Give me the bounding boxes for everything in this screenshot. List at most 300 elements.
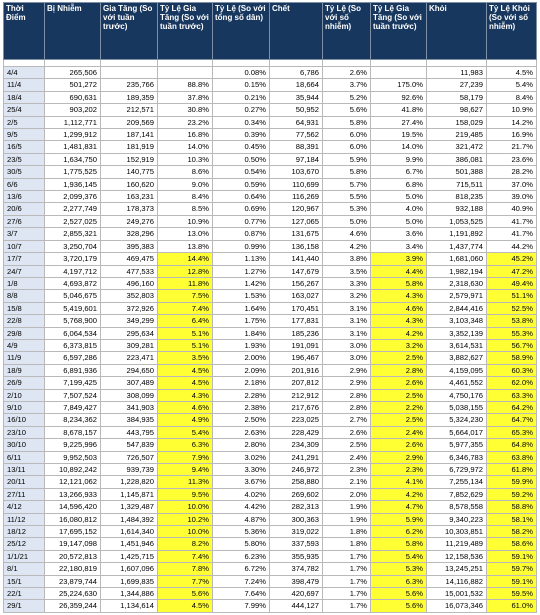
death-increase-rate-cell: 2.2% (371, 401, 427, 413)
increase-rate-cell: 37.8% (158, 91, 213, 103)
death-rate-cell: 5.7% (323, 178, 371, 190)
death-increase-rate-cell: 2.8% (371, 364, 427, 376)
increase-rate-cell: 13.8% (158, 240, 213, 252)
increase-rate-cell: 12.8% (158, 265, 213, 277)
time-cell: 30/5 (4, 166, 45, 178)
death-increase-rate-cell: 2.6% (371, 377, 427, 389)
death-increase-rate-cell: 5.8% (371, 277, 427, 289)
deaths-cell: 103,670 (270, 166, 323, 178)
recovery-rate-cell: 58.8% (487, 501, 537, 513)
death-increase-rate-cell: 2.5% (371, 352, 427, 364)
increase-rate-cell: 7.7% (158, 575, 213, 587)
recovered-cell: 3,614,531 (427, 339, 487, 351)
table-row (4, 401, 537, 413)
infected-cell: 7,199,425 (45, 377, 101, 389)
population-rate-cell: 0.64% (213, 191, 270, 203)
covid-statistics-table-container (3, 2, 536, 613)
recovery-rate-cell: 58.1% (487, 513, 537, 525)
population-rate-cell: 1.42% (213, 277, 270, 289)
time-cell: 11/4 (4, 79, 45, 91)
infected-cell: 1,936,145 (45, 178, 101, 190)
table-row (4, 129, 537, 141)
recovered-cell: 1,191,892 (427, 228, 487, 240)
recovery-rate-cell: 63.8% (487, 451, 537, 463)
deaths-cell: 127,065 (270, 215, 323, 227)
recovery-rate-cell: 37.0% (487, 178, 537, 190)
recovered-cell: 27,239 (427, 79, 487, 91)
table-row (4, 228, 537, 240)
increase-cell: 189,359 (101, 91, 158, 103)
recovery-rate-cell: 21.7% (487, 141, 537, 153)
increase-cell: 1,425,715 (101, 550, 158, 562)
death-rate-cell: 2.5% (323, 439, 371, 451)
table-row (4, 389, 537, 401)
increase-cell: 235,766 (101, 79, 158, 91)
increase-rate-cell: 10.3% (158, 153, 213, 165)
infected-cell: 6,373,815 (45, 339, 101, 351)
time-cell: 11/12 (4, 513, 45, 525)
death-rate-cell: 5.0% (323, 215, 371, 227)
recovered-cell: 2,318,630 (427, 277, 487, 289)
increase-cell: 1,699,835 (101, 575, 158, 587)
increase-cell: 384,935 (101, 414, 158, 426)
death-rate-cell: 1.7% (323, 588, 371, 600)
table-row (4, 153, 537, 165)
header-increase-rate: Tỷ Lệ Gia Tăng (So với tuần trước) (158, 3, 213, 60)
death-rate-cell: 1.7% (323, 600, 371, 612)
death-increase-rate-cell: 175.0% (371, 79, 427, 91)
infected-cell: 6,064,534 (45, 327, 101, 339)
deaths-cell: 258,880 (270, 476, 323, 488)
spacer-row (4, 60, 537, 67)
increase-cell: 308,099 (101, 389, 158, 401)
death-rate-cell: 3.7% (323, 79, 371, 91)
population-rate-cell: 0.39% (213, 129, 270, 141)
increase-cell: 1,451,946 (101, 538, 158, 550)
deaths-cell: 420,697 (270, 588, 323, 600)
increase-cell: 295,634 (101, 327, 158, 339)
death-increase-rate-cell: 2.5% (371, 414, 427, 426)
population-rate-cell: 0.27% (213, 104, 270, 116)
increase-cell: 726,507 (101, 451, 158, 463)
deaths-cell: 147,679 (270, 265, 323, 277)
recovered-cell: 7,852,629 (427, 488, 487, 500)
recovered-cell: 4,159,095 (427, 364, 487, 376)
deaths-cell: 269,602 (270, 488, 323, 500)
increase-rate-cell: 6.4% (158, 315, 213, 327)
infected-cell: 10,892,242 (45, 464, 101, 476)
infected-cell: 22,180,819 (45, 563, 101, 575)
recovery-rate-cell: 60.3% (487, 364, 537, 376)
table-row (4, 166, 537, 178)
death-rate-cell: 3.1% (323, 327, 371, 339)
death-rate-cell: 1.7% (323, 550, 371, 562)
death-rate-cell: 1.7% (323, 575, 371, 587)
death-rate-cell: 5.8% (323, 166, 371, 178)
death-increase-rate-cell: 5.0% (371, 191, 427, 203)
increase-cell: 939,739 (101, 464, 158, 476)
increase-cell: 547,839 (101, 439, 158, 451)
deaths-cell: 120,967 (270, 203, 323, 215)
increase-cell: 1,484,392 (101, 513, 158, 525)
deaths-cell: 234,309 (270, 439, 323, 451)
population-rate-cell: 3.02% (213, 451, 270, 463)
population-rate-cell: 0.59% (213, 178, 270, 190)
deaths-cell: 50,952 (270, 104, 323, 116)
table-row (4, 476, 537, 488)
deaths-cell: 355,935 (270, 550, 323, 562)
population-rate-cell: 7.64% (213, 588, 270, 600)
recovery-rate-cell: 64.7% (487, 414, 537, 426)
recovery-rate-cell: 56.7% (487, 339, 537, 351)
death-increase-rate-cell: 3.2% (371, 339, 427, 351)
time-cell: 18/4 (4, 91, 45, 103)
time-cell: 1/8 (4, 277, 45, 289)
recovery-rate-cell: 41.7% (487, 215, 537, 227)
increase-rate-cell: 16.8% (158, 129, 213, 141)
recovered-cell: 1,982,194 (427, 265, 487, 277)
deaths-cell: 141,440 (270, 253, 323, 265)
deaths-cell: 77,562 (270, 129, 323, 141)
infected-cell: 7,507,524 (45, 389, 101, 401)
time-cell: 22/1 (4, 588, 45, 600)
time-cell: 13/6 (4, 191, 45, 203)
population-rate-cell: 0.45% (213, 141, 270, 153)
time-cell: 22/8 (4, 315, 45, 327)
infected-cell: 2,099,376 (45, 191, 101, 203)
recovered-cell: 219,485 (427, 129, 487, 141)
recovery-rate-cell: 23.6% (487, 153, 537, 165)
death-increase-rate-cell: 5.8% (371, 538, 427, 550)
time-cell: 18/12 (4, 526, 45, 538)
deaths-cell: 88,391 (270, 141, 323, 153)
recovered-cell: 9,340,223 (427, 513, 487, 525)
death-increase-rate-cell: 4.6% (371, 302, 427, 314)
death-increase-rate-cell: 2.5% (371, 389, 427, 401)
recovery-rate-cell: 28.2% (487, 166, 537, 178)
table-row (4, 426, 537, 438)
increase-cell: 349,299 (101, 315, 158, 327)
death-rate-cell: 2.8% (323, 401, 371, 413)
recovery-rate-cell: 53.8% (487, 315, 537, 327)
recovery-rate-cell: 14.2% (487, 116, 537, 128)
time-cell: 27/11 (4, 488, 45, 500)
infected-cell: 2,855,321 (45, 228, 101, 240)
table-row (4, 600, 537, 612)
time-cell: 8/1 (4, 563, 45, 575)
increase-cell: 341,903 (101, 401, 158, 413)
recovered-cell: 5,664,017 (427, 426, 487, 438)
recovery-rate-cell: 59.1% (487, 550, 537, 562)
recovered-cell: 3,103,348 (427, 315, 487, 327)
population-rate-cell: 0.21% (213, 91, 270, 103)
infected-cell: 690,631 (45, 91, 101, 103)
recovered-cell: 11,219,489 (427, 538, 487, 550)
deaths-cell: 191,091 (270, 339, 323, 351)
death-increase-rate-cell: 92.6% (371, 91, 427, 103)
table-row (4, 327, 537, 339)
increase-rate-cell: 4.5% (158, 377, 213, 389)
header-recovered: Khỏi (427, 3, 487, 60)
death-increase-rate-cell: 9.9% (371, 153, 427, 165)
increase-cell: 209,569 (101, 116, 158, 128)
population-rate-cell: 1.93% (213, 339, 270, 351)
population-rate-cell: 4.02% (213, 488, 270, 500)
recovered-cell: 8,578,558 (427, 501, 487, 513)
population-rate-cell: 2.09% (213, 364, 270, 376)
death-increase-rate-cell: 3.9% (371, 253, 427, 265)
death-increase-rate-cell: 4.2% (371, 327, 427, 339)
infected-cell: 1,775,525 (45, 166, 101, 178)
infected-cell: 26,359,244 (45, 600, 101, 612)
increase-rate-cell: 5.4% (158, 426, 213, 438)
death-rate-cell: 3.1% (323, 315, 371, 327)
time-cell: 25/12 (4, 538, 45, 550)
time-cell: 2/5 (4, 116, 45, 128)
death-rate-cell: 2.4% (323, 451, 371, 463)
population-rate-cell: 3.67% (213, 476, 270, 488)
population-rate-cell: 2.18% (213, 377, 270, 389)
death-rate-cell: 1.8% (323, 538, 371, 550)
recovery-rate-cell: 51.1% (487, 290, 537, 302)
increase-cell: 1,228,820 (101, 476, 158, 488)
recovery-rate-cell: 5.4% (487, 79, 537, 91)
infected-cell: 903,202 (45, 104, 101, 116)
recovery-rate-cell: 47.2% (487, 265, 537, 277)
death-rate-cell: 3.2% (323, 290, 371, 302)
time-cell: 16/10 (4, 414, 45, 426)
recovery-rate-cell: 4.5% (487, 67, 537, 79)
death-increase-rate-cell: 5.0% (371, 215, 427, 227)
time-cell: 15/8 (4, 302, 45, 314)
recovered-cell: 98,627 (427, 104, 487, 116)
header-time: Thời Điểm (4, 3, 45, 60)
death-rate-cell: 3.8% (323, 253, 371, 265)
increase-rate-cell: 9.0% (158, 178, 213, 190)
time-cell: 29/1 (4, 600, 45, 612)
recovered-cell: 5,038,155 (427, 401, 487, 413)
deaths-cell: 374,782 (270, 563, 323, 575)
infected-cell: 2,527,025 (45, 215, 101, 227)
infected-cell: 8,678,157 (45, 426, 101, 438)
death-rate-cell: 3.0% (323, 339, 371, 351)
time-cell: 3/7 (4, 228, 45, 240)
recovery-rate-cell: 64.2% (487, 401, 537, 413)
recovered-cell: 7,255,134 (427, 476, 487, 488)
death-rate-cell: 1.8% (323, 526, 371, 538)
infected-cell: 17,695,152 (45, 526, 101, 538)
death-increase-rate-cell: 6.7% (371, 166, 427, 178)
time-cell: 4/12 (4, 501, 45, 513)
death-increase-rate-cell: 19.5% (371, 129, 427, 141)
time-cell: 9/5 (4, 129, 45, 141)
population-rate-cell: 0.99% (213, 240, 270, 252)
increase-rate-cell (158, 67, 213, 79)
population-rate-cell: 2.38% (213, 401, 270, 413)
population-rate-cell: 2.63% (213, 426, 270, 438)
infected-cell: 265,506 (45, 67, 101, 79)
time-cell: 18/9 (4, 364, 45, 376)
deaths-cell: 97,184 (270, 153, 323, 165)
table-row (4, 277, 537, 289)
recovery-rate-cell: 49.4% (487, 277, 537, 289)
infected-cell: 1,112,771 (45, 116, 101, 128)
death-rate-cell: 2.9% (323, 364, 371, 376)
time-cell: 20/6 (4, 203, 45, 215)
deaths-cell: 64,931 (270, 116, 323, 128)
table-row (4, 439, 537, 451)
increase-rate-cell: 4.9% (158, 414, 213, 426)
population-rate-cell: 0.34% (213, 116, 270, 128)
increase-cell: 140,775 (101, 166, 158, 178)
table-row (4, 513, 537, 525)
time-cell: 26/9 (4, 377, 45, 389)
death-increase-rate-cell: 41.8% (371, 104, 427, 116)
death-rate-cell: 2.6% (323, 426, 371, 438)
table-row (4, 104, 537, 116)
time-cell: 16/5 (4, 141, 45, 153)
increase-cell: 328,296 (101, 228, 158, 240)
recovery-rate-cell: 40.9% (487, 203, 537, 215)
deaths-cell: 207,812 (270, 377, 323, 389)
increase-rate-cell: 11.8% (158, 277, 213, 289)
infected-cell: 16,080,812 (45, 513, 101, 525)
death-increase-rate-cell: 27.4% (371, 116, 427, 128)
death-rate-cell: 4.2% (323, 240, 371, 252)
time-cell: 2/10 (4, 389, 45, 401)
recovered-cell: 3,882,627 (427, 352, 487, 364)
death-rate-cell: 1.9% (323, 501, 371, 513)
deaths-cell: 246,972 (270, 464, 323, 476)
death-increase-rate-cell: 5.9% (371, 513, 427, 525)
increase-rate-cell: 9.4% (158, 464, 213, 476)
increase-rate-cell: 14.4% (158, 253, 213, 265)
infected-cell: 5,046,675 (45, 290, 101, 302)
increase-cell: 1,344,886 (101, 588, 158, 600)
table-row (4, 191, 537, 203)
infected-cell: 9,952,503 (45, 451, 101, 463)
recovered-cell: 5,324,230 (427, 414, 487, 426)
increase-cell: 469,475 (101, 253, 158, 265)
increase-cell: 395,383 (101, 240, 158, 252)
header-increase: Gia Tăng (So với tuần trước) (101, 3, 158, 60)
table-row (4, 240, 537, 252)
increase-cell: 443,795 (101, 426, 158, 438)
table-row (4, 377, 537, 389)
infected-cell: 14,596,420 (45, 501, 101, 513)
increase-cell: 1,145,871 (101, 488, 158, 500)
increase-cell: 372,926 (101, 302, 158, 314)
increase-rate-cell: 10.0% (158, 526, 213, 538)
increase-rate-cell: 7.5% (158, 290, 213, 302)
time-cell: 24/7 (4, 265, 45, 277)
increase-cell: 307,489 (101, 377, 158, 389)
deaths-cell: 201,916 (270, 364, 323, 376)
death-increase-rate-cell: 4.4% (371, 265, 427, 277)
increase-cell: 477,533 (101, 265, 158, 277)
death-increase-rate-cell: 14.0% (371, 141, 427, 153)
recovery-rate-cell: 39.0% (487, 191, 537, 203)
table-row (4, 203, 537, 215)
increase-rate-cell: 7.4% (158, 302, 213, 314)
population-rate-cell: 4.87% (213, 513, 270, 525)
time-cell: 15/1 (4, 575, 45, 587)
recovered-cell: 321,472 (427, 141, 487, 153)
table-row (4, 563, 537, 575)
recovered-cell: 3,352,139 (427, 327, 487, 339)
infected-cell: 6,597,286 (45, 352, 101, 364)
death-increase-rate-cell: 4.0% (371, 203, 427, 215)
header-population-rate: Tỷ Lệ (So với tổng số dân) (213, 3, 270, 60)
population-rate-cell: 6.72% (213, 563, 270, 575)
increase-cell: 1,607,096 (101, 563, 158, 575)
population-rate-cell: 0.69% (213, 203, 270, 215)
increase-rate-cell: 4.5% (158, 600, 213, 612)
table-row (4, 302, 537, 314)
population-rate-cell: 6.23% (213, 550, 270, 562)
table-body (4, 60, 537, 613)
infected-cell: 13,266,933 (45, 488, 101, 500)
deaths-cell: 223,025 (270, 414, 323, 426)
recovery-rate-cell: 55.3% (487, 327, 537, 339)
increase-cell: 1,614,340 (101, 526, 158, 538)
recovered-cell: 1,053,525 (427, 215, 487, 227)
time-cell: 11/9 (4, 352, 45, 364)
table-row (4, 550, 537, 562)
deaths-cell: 212,912 (270, 389, 323, 401)
death-rate-cell: 6.0% (323, 129, 371, 141)
increase-rate-cell: 23.2% (158, 116, 213, 128)
time-cell: 25/4 (4, 104, 45, 116)
infected-cell: 3,250,704 (45, 240, 101, 252)
population-rate-cell: 0.77% (213, 215, 270, 227)
death-rate-cell: 5.6% (323, 104, 371, 116)
increase-rate-cell: 9.5% (158, 488, 213, 500)
recovered-cell: 1,437,774 (427, 240, 487, 252)
recovered-cell: 715,511 (427, 178, 487, 190)
increase-cell: 160,620 (101, 178, 158, 190)
increase-rate-cell: 8.4% (158, 191, 213, 203)
time-cell: 8/8 (4, 290, 45, 302)
recovery-rate-cell: 8.4% (487, 91, 537, 103)
header-deaths: Chết (270, 3, 323, 60)
death-rate-cell: 2.0% (323, 488, 371, 500)
increase-cell: 163,231 (101, 191, 158, 203)
death-rate-cell: 2.1% (323, 476, 371, 488)
recovered-cell: 932,188 (427, 203, 487, 215)
increase-rate-cell: 88.8% (158, 79, 213, 91)
recovery-rate-cell: 63.3% (487, 389, 537, 401)
population-rate-cell: 1.64% (213, 302, 270, 314)
table-row (4, 116, 537, 128)
recovered-cell: 2,579,971 (427, 290, 487, 302)
population-rate-cell: 0.50% (213, 153, 270, 165)
recovered-cell: 6,346,783 (427, 451, 487, 463)
increase-cell: 1,329,487 (101, 501, 158, 513)
increase-cell: 294,650 (101, 364, 158, 376)
table-row (4, 290, 537, 302)
table-row (4, 141, 537, 153)
death-increase-rate-cell: 2.9% (371, 451, 427, 463)
death-rate-cell: 5.3% (323, 203, 371, 215)
infected-cell: 5,768,900 (45, 315, 101, 327)
recovered-cell: 2,844,416 (427, 302, 487, 314)
increase-rate-cell: 10.0% (158, 501, 213, 513)
death-rate-cell: 3.3% (323, 277, 371, 289)
covid-statistics-table (3, 2, 537, 613)
population-rate-cell: 2.50% (213, 414, 270, 426)
deaths-cell: 398,479 (270, 575, 323, 587)
